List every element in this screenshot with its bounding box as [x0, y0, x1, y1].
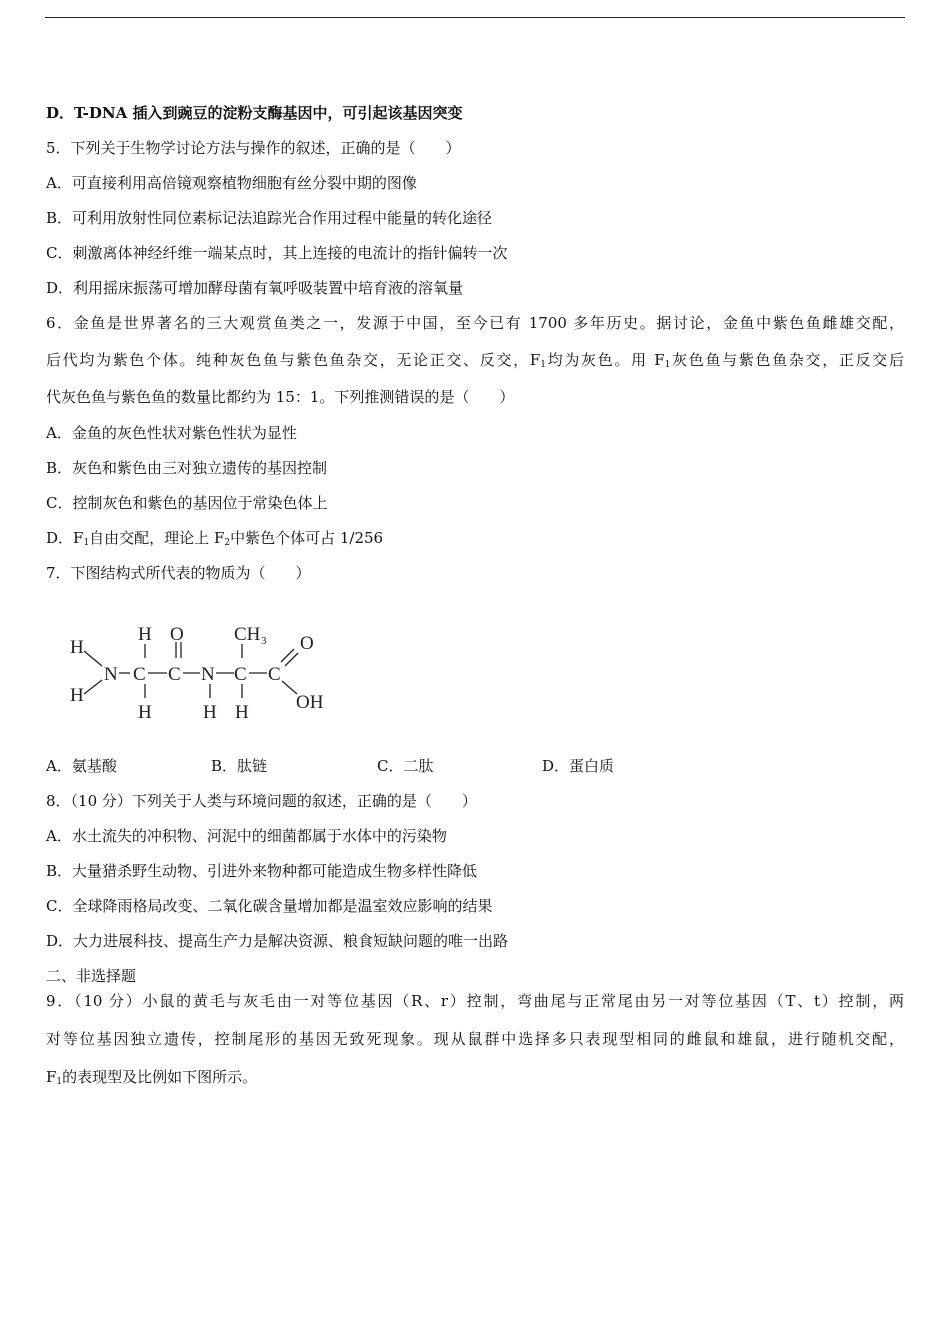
dipeptide-structure-formula [64, 618, 354, 730]
svg-text:OH: OH [296, 692, 324, 713]
q7-option-a: A．氨基酸 [46, 757, 117, 775]
q5-option-c: C．刺激离体神经纤维一端某点时，其上连接的电流计的指针偏转一次 [46, 244, 508, 262]
question-6-line-2: 后代均为紫色个体。纯种灰色鱼与紫色鱼杂交，无论正交、反交，$F_1$均为灰色。用 $F_1$灰色鱼与紫色鱼杂交，正反交后 [46, 351, 904, 370]
svg-text:C: C [168, 664, 181, 685]
q8-option-d: D．大力进展科技、提高生产力是解决资源、粮食短缺问题的唯一出路 [46, 932, 509, 950]
svg-text:N: N [201, 664, 215, 685]
q8-option-a: A．水土流失的冲积物、河泥中的细菌都属于水体中的污染物 [46, 827, 447, 845]
svg-text:H: H [138, 702, 152, 723]
svg-text:C: C [234, 664, 247, 685]
question-9-line-2: 对等位基因独立遗传，控制尾形的基因无致死现象。现从鼠群中选择多只表现型相同的雌鼠和雄鼠，进行随机交配， [46, 1030, 904, 1048]
q8-option-b: B．大量猎杀野生动物、引进外来物种都可能造成生物多样性降低 [46, 862, 478, 880]
svg-text:H: H [138, 624, 152, 645]
q5-option-b: B．可利用放射性同位素标记法追踪光合作用过程中能量的转化途径 [46, 209, 493, 227]
svg-text:H: H [235, 702, 249, 723]
question-9-line-1: 9．（10 分）小鼠的黄毛与灰毛由一对等位基因（R、r）控制，弯曲尾与正常尾由另一对等位基因（T、t）控制，两 [46, 992, 904, 1010]
q7-option-c: C．二肽 [377, 757, 434, 775]
q4-option-d: D．T-DNA 插入到豌豆的淀粉支酶基因中，可引起该基因突变 [46, 104, 463, 122]
svg-text:C: C [268, 664, 281, 685]
q6-option-b: B．灰色和紫色由三对独立遗传的基因控制 [46, 459, 328, 477]
question-7: 7．下图结构式所代表的物质为（ ） [46, 564, 311, 582]
q5-option-a: A．可直接利用高倍镜观察植物细胞有丝分裂中期的图像 [46, 174, 417, 192]
question-9-line-3: $F_1$的表现型及比例如下图所示。 [46, 1068, 258, 1087]
svg-text:H: H [203, 702, 217, 723]
question-6-line-1: 6．金鱼是世界著名的三大观赏鱼类之一，发源于中国，至今已有 1700 多年历史。据讨论，金鱼中紫色鱼雌雄交配， [46, 314, 904, 332]
question-6-line-3: 代灰色鱼与紫色鱼的数量比都约为 15：1。下列推测错误的是（ ） [46, 388, 515, 406]
q6-option-a: A．金鱼的灰色性状对紫色性状为显性 [46, 424, 297, 442]
q7-option-b: B．肽链 [211, 757, 268, 775]
section-heading-non-choice: 二、非选择题 [46, 967, 137, 985]
q6-option-c: C．控制灰色和紫色的基因位于常染色体上 [46, 494, 328, 512]
header-rule [45, 17, 905, 18]
svg-text:N: N [104, 664, 118, 685]
svg-text:O: O [170, 624, 184, 645]
q7-option-d: D．蛋白质 [542, 757, 615, 775]
q6-option-d: D．$F_1$自由交配，理论上 $F_2$中紫色个体可占 1/256 [46, 529, 384, 548]
svg-text:H: H [70, 637, 84, 658]
question-8: 8．（10 分）下列关于人类与环境问题的叙述，正确的是（ ） [46, 792, 477, 810]
svg-text:H: H [70, 685, 84, 706]
q5-option-d: D．利用摇床振荡可增加酵母菌有氧呼吸装置中培育液的溶氧量 [46, 279, 464, 297]
q8-option-c: C．全球降雨格局改变、二氧化碳含量增加都是温室效应影响的结果 [46, 897, 493, 915]
svg-text:O: O [300, 633, 314, 654]
svg-text:3: 3 [261, 635, 267, 647]
question-5: 5．下列关于生物学讨论方法与操作的叙述，正确的是（ ） [46, 139, 461, 157]
svg-text:CH: CH [234, 624, 261, 645]
svg-text:C: C [133, 664, 146, 685]
